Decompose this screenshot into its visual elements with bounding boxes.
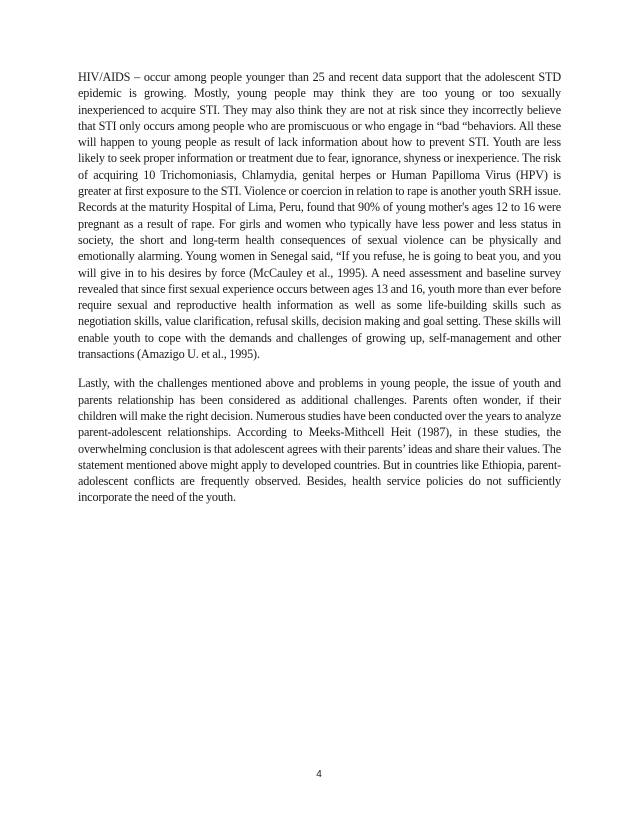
body-text: [78, 69, 561, 519]
paragraph-2: Lastly, with the challenges mentioned above and problems in young people, the issue of youth and parents relationship has been considered as additional challenges. Parents often wonder, if their children will make the right decision. Numerous studies have been conducted over the years to analyze parent-adolescent relationships. According to Meeks-Mithcell Heit (1987), in these studies, the overwhelming conclusion is that adolescent agrees with their parents’ ideas and share their values. The statement mentioned above might apply to developed countries. But in countries like Ethiopia, parent-adolescent conflicts are frequently observed. Besides, health service policies do not sufficiently incorporate the need of the youth.: [78, 376, 561, 505]
page-number: 4: [316, 769, 322, 780]
paragraph-1: HIV/AIDS – occur among people younger than 25 and recent data support that the adolescent STD epidemic is growing. Mostly, young people may think they are too young or too sexually inexperienced to acquire STI. They may also think they are not at risk since they incorrectly believe that STI only occurs among people who are promiscuous or who engage in “bad “behaviors. All these will happen to young people as result of lack information about how to prevent STI. Youth are less likely to seek proper information or treatment due to fear, ignorance, shyness or inexperience. The risk of acquiring 10 Trichomoniasis, Chlamydia, genital herpes or Human Papilloma Virus (HPV) is greater at first exposure to the STI. Violence or coercion in relation to rape is another youth SRH issue. Records at the maturity Hospital of Lima, Peru, found that 90% of young mother's ages 12 to 16 were pregnant as a result of rape. For girls and women who typically have less power and less status in society, the short and long-term health consequences of sexual violence can be physically and emotionally alarming. Young women in Senegal said, “If you refuse, he is going to beat you, and you will give in to his desires by force (McCauley et al., 1995). A need assessment and baseline survey revealed that since first sexual experience occurs between ages 13 and 16, youth more than ever before require sexual and reproductive health information as well as some life-building skills such as negotiation skills, value clarification, refusal skills, decision making and goal setting. These skills will enable youth to cope with the demands and challenges of growing up, self-management and other transactions (Amazigo U. et al., 1995).: [78, 70, 561, 362]
